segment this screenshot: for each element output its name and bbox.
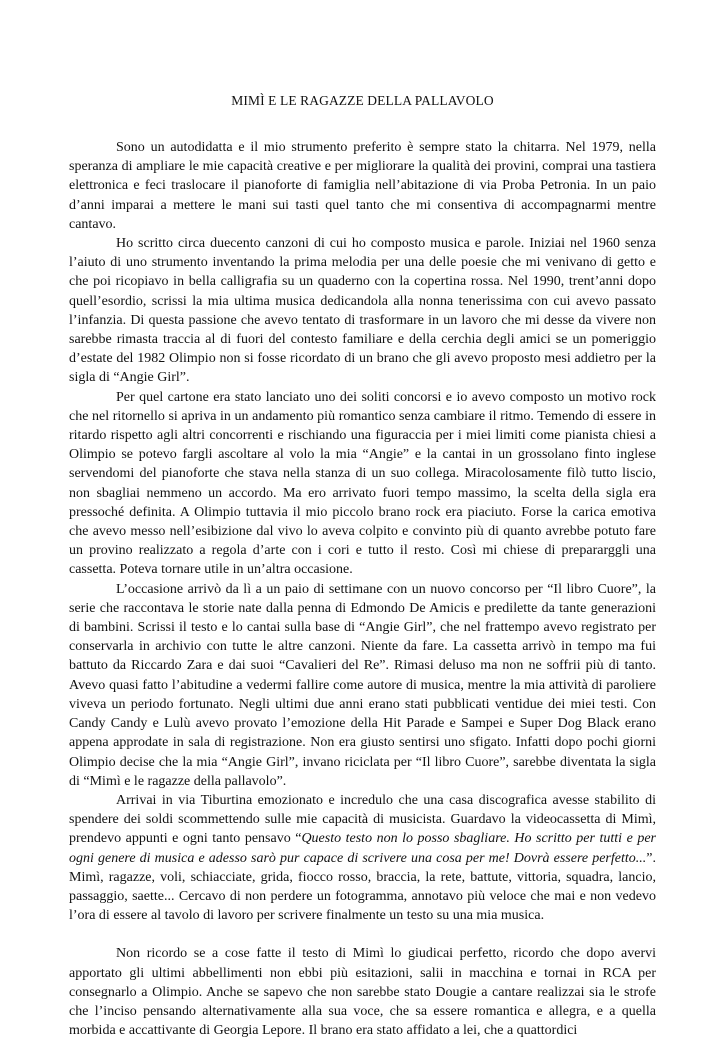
paragraph-4: L’occasione arrivò da lì a un paio di settimane con un nuovo concorso per “Il libro Cuore”, la serie che raccontava le storie nate dalla penna di Edmondo De Amicis e predilette da tante generazioni di bambini. Scrissi il testo e lo cantai sulla base di “Angie Girl”, che nel frattempo avevo registrato per conservarla in archivio con tutte le altre canzoni. Niente da fare. La cassetta arrivò in tempo ma fui battuto da Riccardo Zara e dai suoi “Cavalieri del Re”. Rimasi deluso ma non ne soffrii più di tanto. Avevo quasi fatto l’abitudine a vedermi fallire come autore di musica, mentre la mia attività di paroliere viveva un periodo fortunato. Negli ultimi due anni erano stati pubblicati ventidue dei miei testi. Con Candy Candy e Lulù avevo provato l’emozione della Hit Parade e Sampei e Super Dog Black erano appena approdate in sala di registrazione. Non era giusto sentirsi uno sfigato. Infatti dopo pochi giorni Olimpio decise che la mia “Angie Girl”, invano riciclata per “Il libro Cuore”, sarebbe diventata la sigla di “Mimì e le ragazze della pallavolo”. — [69, 581, 656, 789]
paragraph-5-text-after: ”. Mimì, ragazze, voli, schiacciate, grida, fiocco rosso, braccia, la rete, battute, vittoria, squadra, lancio, passaggio, saette... Cercavo di non perdere un fotogramma, annotavo più veloce che mai e non vedevo l’ora di essere al tavolo di lavoro per scrivere finalmente un testo su una mia musica. — [69, 850, 656, 924]
paragraph-2: Ho scritto circa duecento canzoni di cui ho composto musica e parole. Iniziai nel 1960 senza l’aiuto di uno strumento inventando la prima melodia per una delle poesie che mi venivano di getto e che poi ricopiavo in bella calligrafia su un quaderno con la copertina rossa. Nel 1990, trent’anni dopo quell’esordio, scrissi la mia ultima musica dedicandola alla nonna tenerissima con cui avevo passato l’infanzia. Di questa passione che avevo tentato di trasformare in un lavoro che mi desse da vivere non sarebbe rimasta traccia al di fuori del contesto familiare e della cerchia degli amici se un pomeriggio d’estate del 1982 Olimpio non si fosse ricordato di un brano che gli avevo proposto mesi addietro per la sigla di “Angie Girl”. — [69, 236, 656, 386]
document-body — [69, 138, 656, 1040]
paragraph-5-text-before: Arrivai in via Tiburtina emozionato e incredulo che una casa discografica avesse stabilito di spendere dei soldi scommettendo sulle mie capacità di musicista. Guardavo la videocassetta di Mimì, prendevo appunti e ogni tanto pensavo “ — [69, 792, 656, 847]
paragraph-3: Per quel cartone era stato lanciato uno dei soliti concorsi e io avevo composto un motivo rock che nel ritornello si apriva in un andamento più romantico senza cambiare il ritmo. Temendo di essere in ritardo rispetto agli altri concorrenti e rischiando una figuraccia per i miei limiti come pianista chiesi a Olimpio se potevo fargli ascoltare al volo la mia “Angie” e la cantai in un grossolano finto inglese servendomi del pianoforte che stava nella stanza di un suo collega. Miracolosamente filò tutto liscio, non sbagliai nemmeno un accordo. Ma ero arrivato fuori tempo massimo, la scelta della sigla era pressoché definita. A Olimpio tuttavia il mio piccolo brano rock era piaciuto. Forse la carica emotiva che avevo messo nell’esibizione dal vivo lo aveva colpito e convinto più di quanto avrebbe potuto fare un provino realizzato a regola d’arte con i cori e tutto il resto. Così mi chiese di prepararggli una cassetta. Poteva tornare utile in un’altra occasione. — [69, 389, 656, 578]
paragraph-5 — [69, 791, 656, 925]
paragraph-5-italic-quote: Questo testo non lo posso sbagliare. Ho scritto per tutti e per ogni genere di musica e adesso sarò pur capace di scrivere una cosa per me! Dovrà essere perfetto... — [69, 831, 656, 866]
paragraph-1: Sono un autodidatta e il mio strumento preferito è sempre stato la chitarra. Nel 1979, nella speranza di ampliare le mie capacità creative e per migliorare la qualità dei provini, comprai una tastiera elettronica e feci traslocare il pianoforte di famiglia nell’abitazione di via Proba Petronia. In un paio d’anni imparai a mettere le mani sui tasti quel tanto che mi consentiva di accompagnarmi mentre cantavo. — [69, 140, 656, 232]
document-title: MIMÌ E LE RAGAZZE DELLA PALLAVOLO — [231, 93, 494, 108]
paragraph-6: Non ricordo se a cose fatte il testo di Mimì lo giudicai perfetto, ricordo che dopo avervi apportato gli ultimi abbellimenti non ebbi più esitazioni, salii in macchina e tornai in RCA per consegnarlo a Olimpio. Anche se sapevo che non sarebbe stato Dougie a cantare realizzai sia le strofe che l’inciso pensando alternativamente alla sua voce, che sa essere romantica e allegra, e a quella morbida e accattivante di Georgia Lepore. Il brano era stato affidato a lei, che a quattordici — [69, 946, 656, 1039]
